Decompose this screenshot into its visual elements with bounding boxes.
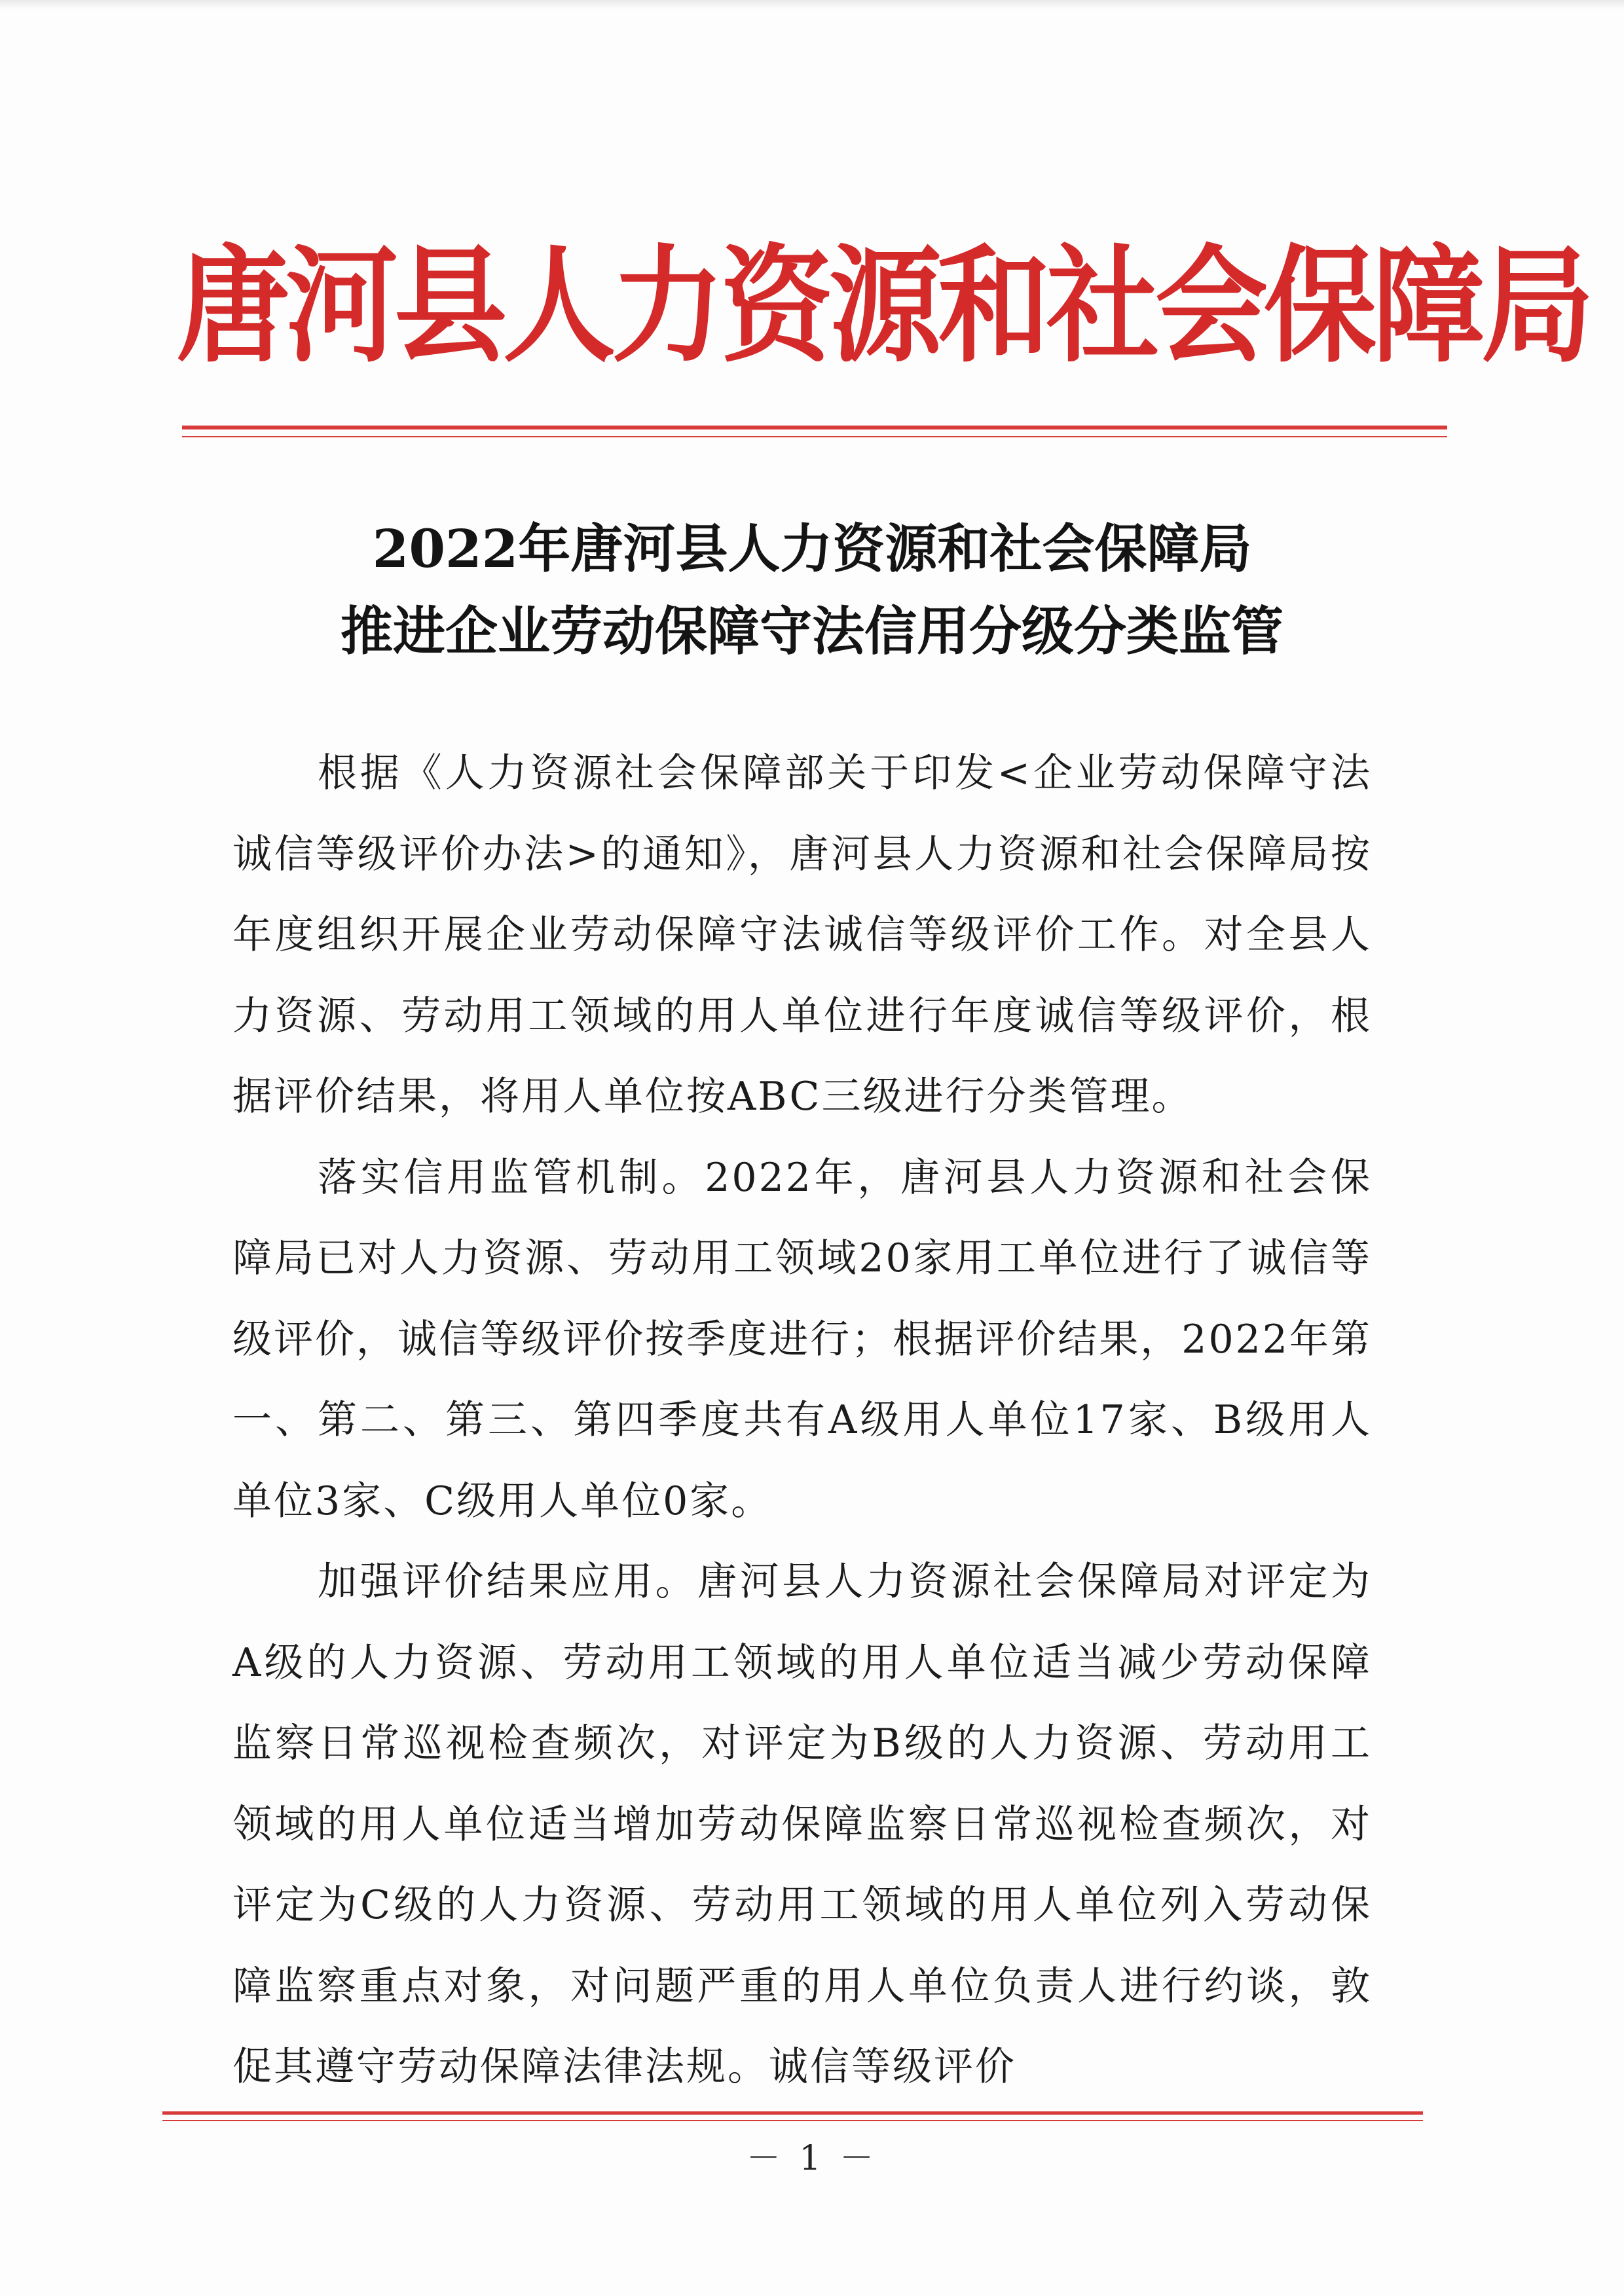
letterhead-rule-thin [182, 436, 1447, 437]
footer-rule-thin [162, 2120, 1423, 2121]
paragraph-1: 根据《人力资源社会保障部关于印发<企业劳动保障守法诚信等级评价办法>的通知》，唐河县人力资源和社会保障局按年度组织开展企业劳动保障守法诚信等级评价工作。对全县人力资源、劳动用工领域的用人单位进行年度诚信等级评价，根据评价结果，将用人单位按ABC三级进行分类管理。 [232, 750, 1372, 1120]
letterhead-org-name: 唐河县人力资源和社会保障局 [177, 230, 1590, 380]
document-body [232, 733, 1372, 2108]
letterhead-rule-thick [182, 426, 1447, 429]
paragraph-3: 加强评价结果应用。唐河县人力资源社会保障局对评定为A级的人力资源、劳动用工领域的用人单位适当减少劳动保障监察日常巡视检查频次，对评定为B级的人力资源、劳动用工领域的用人单位适当增加劳动保障监察日常巡视检查频次，对评定为C级的人力资源、劳动用工领域的用人单位列入劳动保障监察重点对象，对问题严重的用人单位负责人进行约谈，敦促其遵守劳动保障法律法规。诚信等级评价 [232, 1559, 1372, 2090]
title-line-1: 2022年唐河县人力资源和社会保障局 [372, 518, 1252, 579]
document-title [164, 507, 1460, 672]
scan-edge-shadow [0, 0, 1624, 9]
footer-rule-thick [162, 2111, 1423, 2115]
paragraph-2: 落实信用监管机制。2022年，唐河县人力资源和社会保障局已对人力资源、劳动用工领域20家用工单位进行了诚信等级评价，诚信等级评价按季度进行；根据评价结果，2022年第一、第二、第三、第四季度共有A级用人单位17家、B级用人单位3家、C级用人单位0家。 [232, 1154, 1372, 1524]
title-line-2: 推进企业劳动保障守法信用分级分类监管 [341, 600, 1283, 662]
page-number: － 1 － [746, 2139, 878, 2178]
